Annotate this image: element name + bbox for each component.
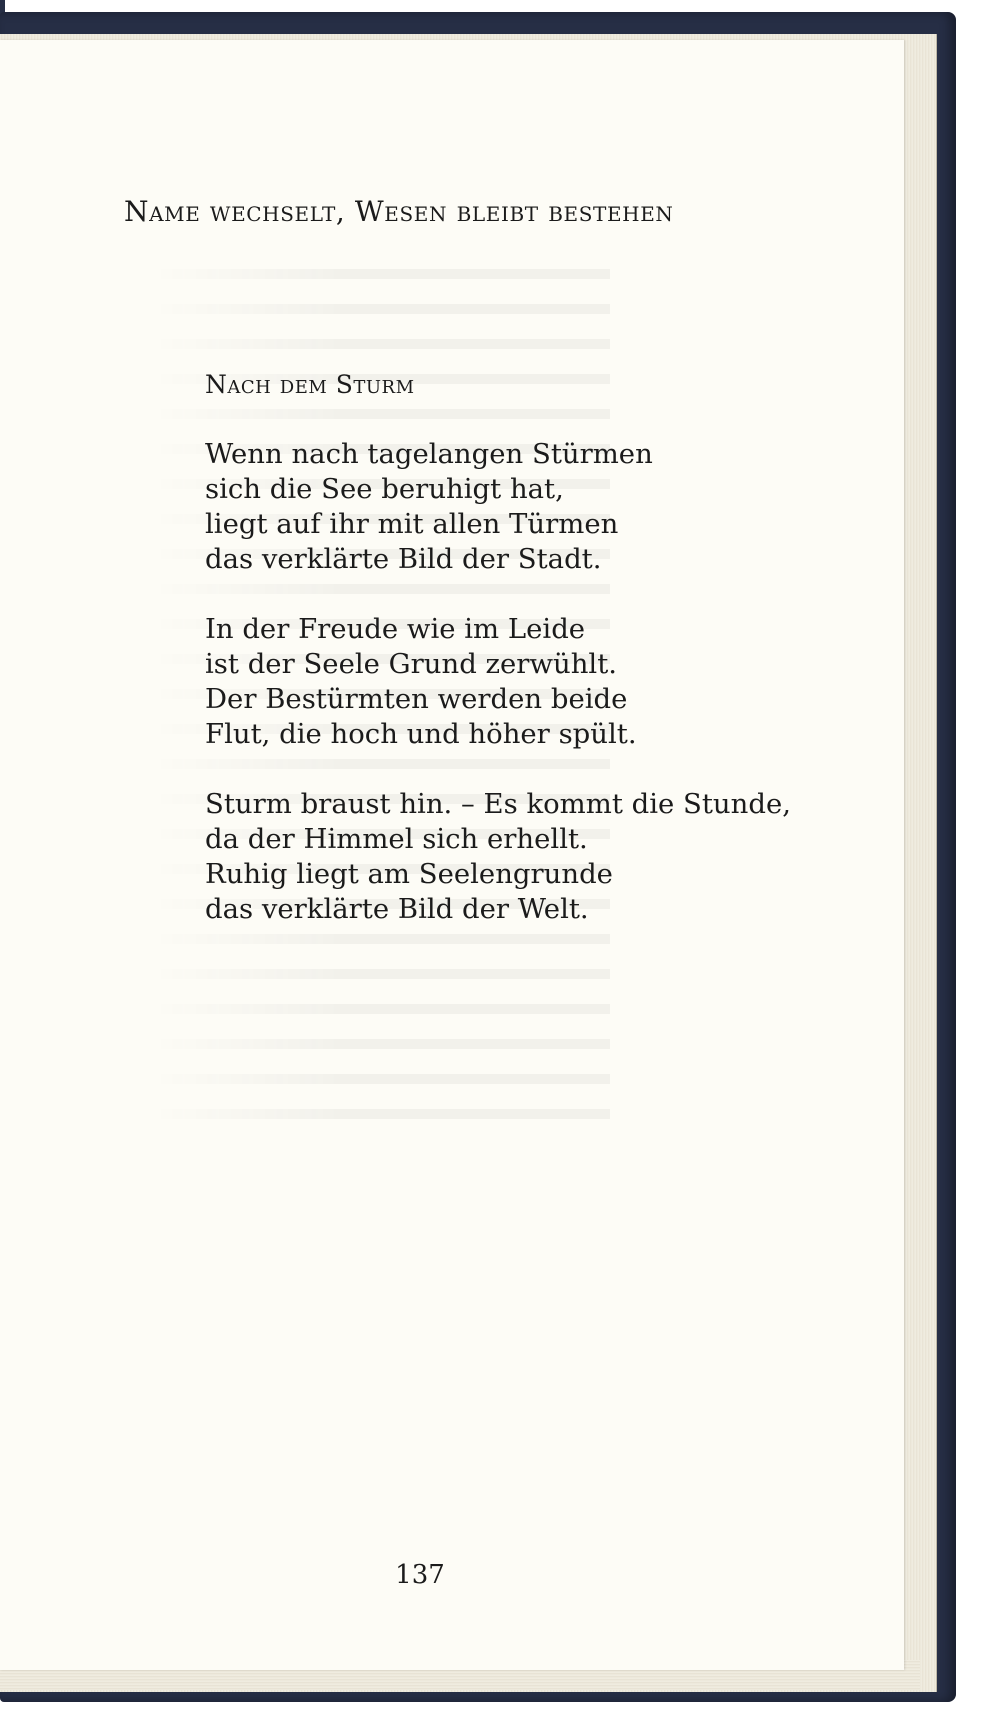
stanza-3 xyxy=(205,787,791,927)
stanza-1 xyxy=(205,437,791,577)
poem-line: da der Himmel sich erhellt. xyxy=(205,823,588,855)
page-number: 137 xyxy=(395,1560,445,1590)
poem-title: Nach dem Sturm xyxy=(205,370,415,399)
poem-line: das verklärte Bild der Stadt. xyxy=(205,543,602,575)
poem-line: Flut, die hoch und höher spült. xyxy=(205,718,637,750)
poem-line: das verklärte Bild der Welt. xyxy=(205,893,589,925)
stanza-2 xyxy=(205,612,791,752)
poem-line: Sturm braust hin. – Es kommt die Stunde, xyxy=(205,788,791,820)
poem-line: sich die See beruhigt hat, xyxy=(205,473,564,505)
poem-body xyxy=(205,437,791,962)
poem-line: Wenn nach tagelangen Stürmen xyxy=(205,438,653,470)
poem-line: Ruhig liegt am Seelengrunde xyxy=(205,858,613,890)
poem-line: liegt auf ihr mit allen Türmen xyxy=(205,508,619,540)
book-page xyxy=(0,40,904,1670)
poem-line: ist der Seele Grund zerwühlt. xyxy=(205,648,618,680)
poem-line: In der Freude wie im Leide xyxy=(205,613,586,645)
poem-line: Der Bestürmten werden beide xyxy=(205,683,628,715)
running-head: Name wechselt, Wesen bleibt bestehen xyxy=(124,195,674,228)
